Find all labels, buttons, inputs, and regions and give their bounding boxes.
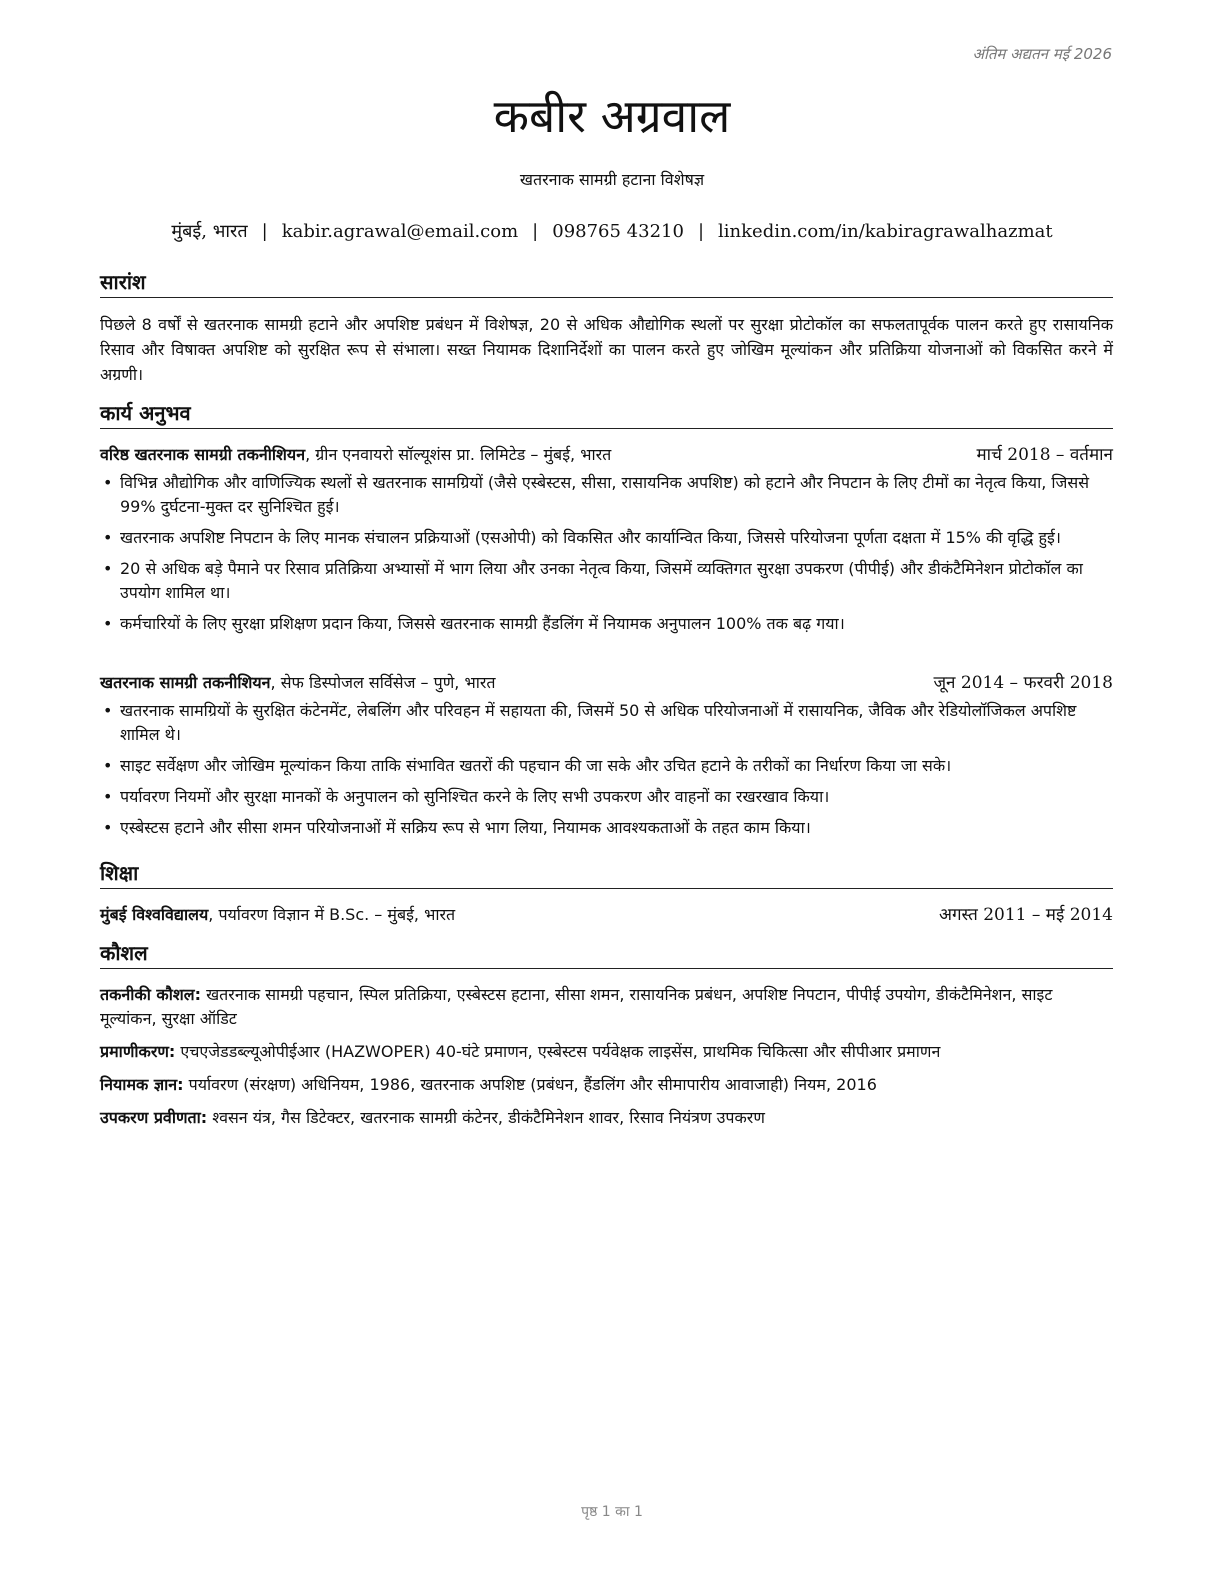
candidate-name: कबीर अग्रवाल [493,89,731,143]
skill-line-technical [100,983,1113,1031]
job-role-line [100,443,611,467]
education-entry [100,903,1113,927]
contact-line [0,219,1224,243]
contact-separator: | [532,221,539,242]
job-role: वरिष्ठ खतरनाक सामग्री तकनीशियन [100,445,306,464]
bullet-icon: • [103,701,113,720]
bullet-icon: • [103,473,113,492]
contact-separator: | [261,221,268,242]
education-line [100,903,455,927]
job-role: खतरनाक सामग्री तकनीशियन [100,673,271,692]
section-heading-experience: कार्य अनुभव [100,399,1113,429]
summary-text: पिछले 8 वर्षों से खतरनाक सामग्री हटाने और अपशिष्ट प्रबंधन में विशेषज्ञ, 20 से अधिक औद्योगिक स्थलों पर सुरक्षा प्रोटोकॉल का सफलतापूर्वक पालन करते हुए रासायनिक रिसाव और विषाक्त अपशिष्ट को सुरक्षित रूप से संभाला। सख्त नियामक दिशानिर्देशों का पालन करते हुए जोखिम मूल्यांकन और प्रतिक्रिया योजनाओं को विकसित करने में अग्रणी। [100,315,1113,384]
candidate-title: खतरनाक सामग्री हटाना विशेषज्ञ [519,170,705,189]
skill-label: नियामक ज्ञान: [100,1075,184,1094]
section-heading-education: शिक्षा [100,859,1113,889]
skill-line-certifications [100,1040,1113,1064]
job-bullet [100,526,1113,550]
last-updated-note: अंतिम अद्यतन मई 2026 [972,45,1112,63]
job-bullet [100,785,1113,809]
job-bullet-text: खतरनाक अपशिष्ट निपटान के लिए मानक संचालन प्रक्रियाओं (एसओपी) को विकसित और कार्यान्वित किया, जिससे परियोजना पूर्णता दक्षता में 15% की वृद्धि हुई। [120,528,1061,547]
contact-phone: 098765 43210 [552,221,684,242]
job-dates: जून 2014 – फरवरी 2018 [933,673,1113,693]
page-number: पृष्ठ 1 का 1 [581,1504,643,1520]
job-header [100,443,1113,467]
skill-value: खतरनाक सामग्री पहचान, स्पिल प्रतिक्रिया, एस्बेस्टस हटाना, सीसा शमन, रासायनिक प्रबंधन, अपशिष्ट निपटान, पीपीई उपयोग, डीकंटैमिनेशन, साइट मूल्यांकन, सुरक्षा ऑडिट [100,985,1053,1028]
education-dates: अगस्त 2011 – मई 2014 [938,905,1113,925]
bullet-icon: • [103,756,113,775]
job-bullet-text: साइट सर्वेक्षण और जोखिम मूल्यांकन किया ताकि संभावित खतरों की पहचान की जा सके और उचित हटाने के तरीकों का निर्धारण किया जा सके। [120,756,952,775]
job-bullet-text: खतरनाक सामग्रियों के सुरक्षित कंटेनमेंट, लेबलिंग और परिवहन में सहायता की, जिसमें 50 से अधिक परियोजनाओं में रासायनिक, जैविक और रेडियोलॉजिकल अपशिष्ट शामिल थे। [120,701,1077,744]
job-company: , सेफ डिस्पोजल सर्विसेज – पुणे, भारत [270,673,496,692]
education-degree: , पर्यावरण विज्ञान में B.Sc. – मुंबई, भारत [208,905,456,924]
contact-separator: | [697,221,705,242]
bullet-icon: • [103,559,113,578]
skill-label: प्रमाणीकरण: [100,1042,176,1061]
skill-value: एचएजेडडब्ल्यूओपीईआर (HAZWOPER) 40-घंटे प्रमाणन, एस्बेस्टस पर्यवेक्षक लाइसेंस, प्राथमिक चिकित्सा और सीपीआर प्रमाणन [175,1042,941,1061]
job-bullet [100,471,1113,519]
bullet-icon: • [103,528,113,547]
job-bullets [100,699,1113,840]
job-bullet [100,816,1113,840]
job-bullet [100,612,1113,636]
job-bullet-text: एस्बेस्टस हटाने और सीसा शमन परियोजनाओं में सक्रिय रूप से भाग लिया, नियामक आवश्यकताओं के तहत काम किया। [120,818,811,837]
contact-linkedin[interactable]: linkedin.com/in/kabiragrawalhazmat [718,221,1053,242]
job-entry [100,443,1113,636]
job-role-line [100,671,496,695]
job-bullet [100,754,1113,778]
contact-location: मुंबई, भारत [171,221,248,242]
skill-value: पर्यावरण (संरक्षण) अधिनियम, 1986, खतरनाक अपशिष्ट (प्रबंधन, हैंडलिंग और सीमापारीय आवाजाही) नियम, 2016 [183,1075,877,1094]
job-bullet-text: कर्मचारियों के लिए सुरक्षा प्रशिक्षण प्रदान किया, जिससे खतरनाक सामग्री हैंडलिंग में नियामक अनुपालन 100% तक बढ़ गया। [120,614,845,633]
job-header [100,671,1113,695]
skill-label: तकनीकी कौशल: [100,985,201,1004]
contact-email[interactable]: kabir.agrawal@email.com [281,221,519,242]
job-bullets [100,471,1113,636]
bullet-icon: • [103,614,113,633]
job-company: , ग्रीन एनवायरो सॉल्यूशंस प्रा. लिमिटेड – मुंबई, भारत [305,445,612,464]
bullet-icon: • [103,818,113,837]
job-bullet-text: पर्यावरण नियमों और सुरक्षा मानकों के अनुपालन को सुनिश्चित करने के लिए सभी उपकरण और वाहनों का रखरखाव किया। [120,787,830,806]
section-heading-skills: कौशल [100,939,1113,969]
skill-value: श्वसन यंत्र, गैस डिटेक्टर, खतरनाक सामग्री कंटेनर, डीकंटैमिनेशन शावर, रिसाव नियंत्रण उपकरण [207,1108,765,1127]
skill-line-equipment [100,1106,1113,1130]
bullet-icon: • [103,787,113,806]
job-bullet [100,557,1113,605]
job-entry [100,671,1113,840]
job-bullet [100,699,1113,747]
skill-label: उपकरण प्रवीणता: [100,1108,208,1127]
education-school: मुंबई विश्वविद्यालय [100,905,209,924]
section-heading-summary: सारांश [100,268,1113,298]
resume-body [100,268,1113,1130]
job-dates: मार्च 2018 – वर्तमान [976,445,1113,465]
skill-line-regulatory [100,1073,1113,1097]
job-bullet-text: विभिन्न औद्योगिक और वाणिज्यिक स्थलों से खतरनाक सामग्रियों (जैसे एस्बेस्टस, सीसा, रासायनिक अपशिष्ट) को हटाने और निपटान के लिए टीमों का नेतृत्व किया, जिससे 99% दुर्घटना-मुक्त दर सुनिश्चित हुई। [120,473,1090,516]
job-bullet-text: 20 से अधिक बड़े पैमाने पर रिसाव प्रतिक्रिया अभ्यासों में भाग लिया और उनका नेतृत्व किया, जिसमें व्यक्तिगत सुरक्षा उपकरण (पीपीई) और डीकंटैमिनेशन प्रोटोकॉल का उपयोग शामिल था। [120,559,1083,602]
